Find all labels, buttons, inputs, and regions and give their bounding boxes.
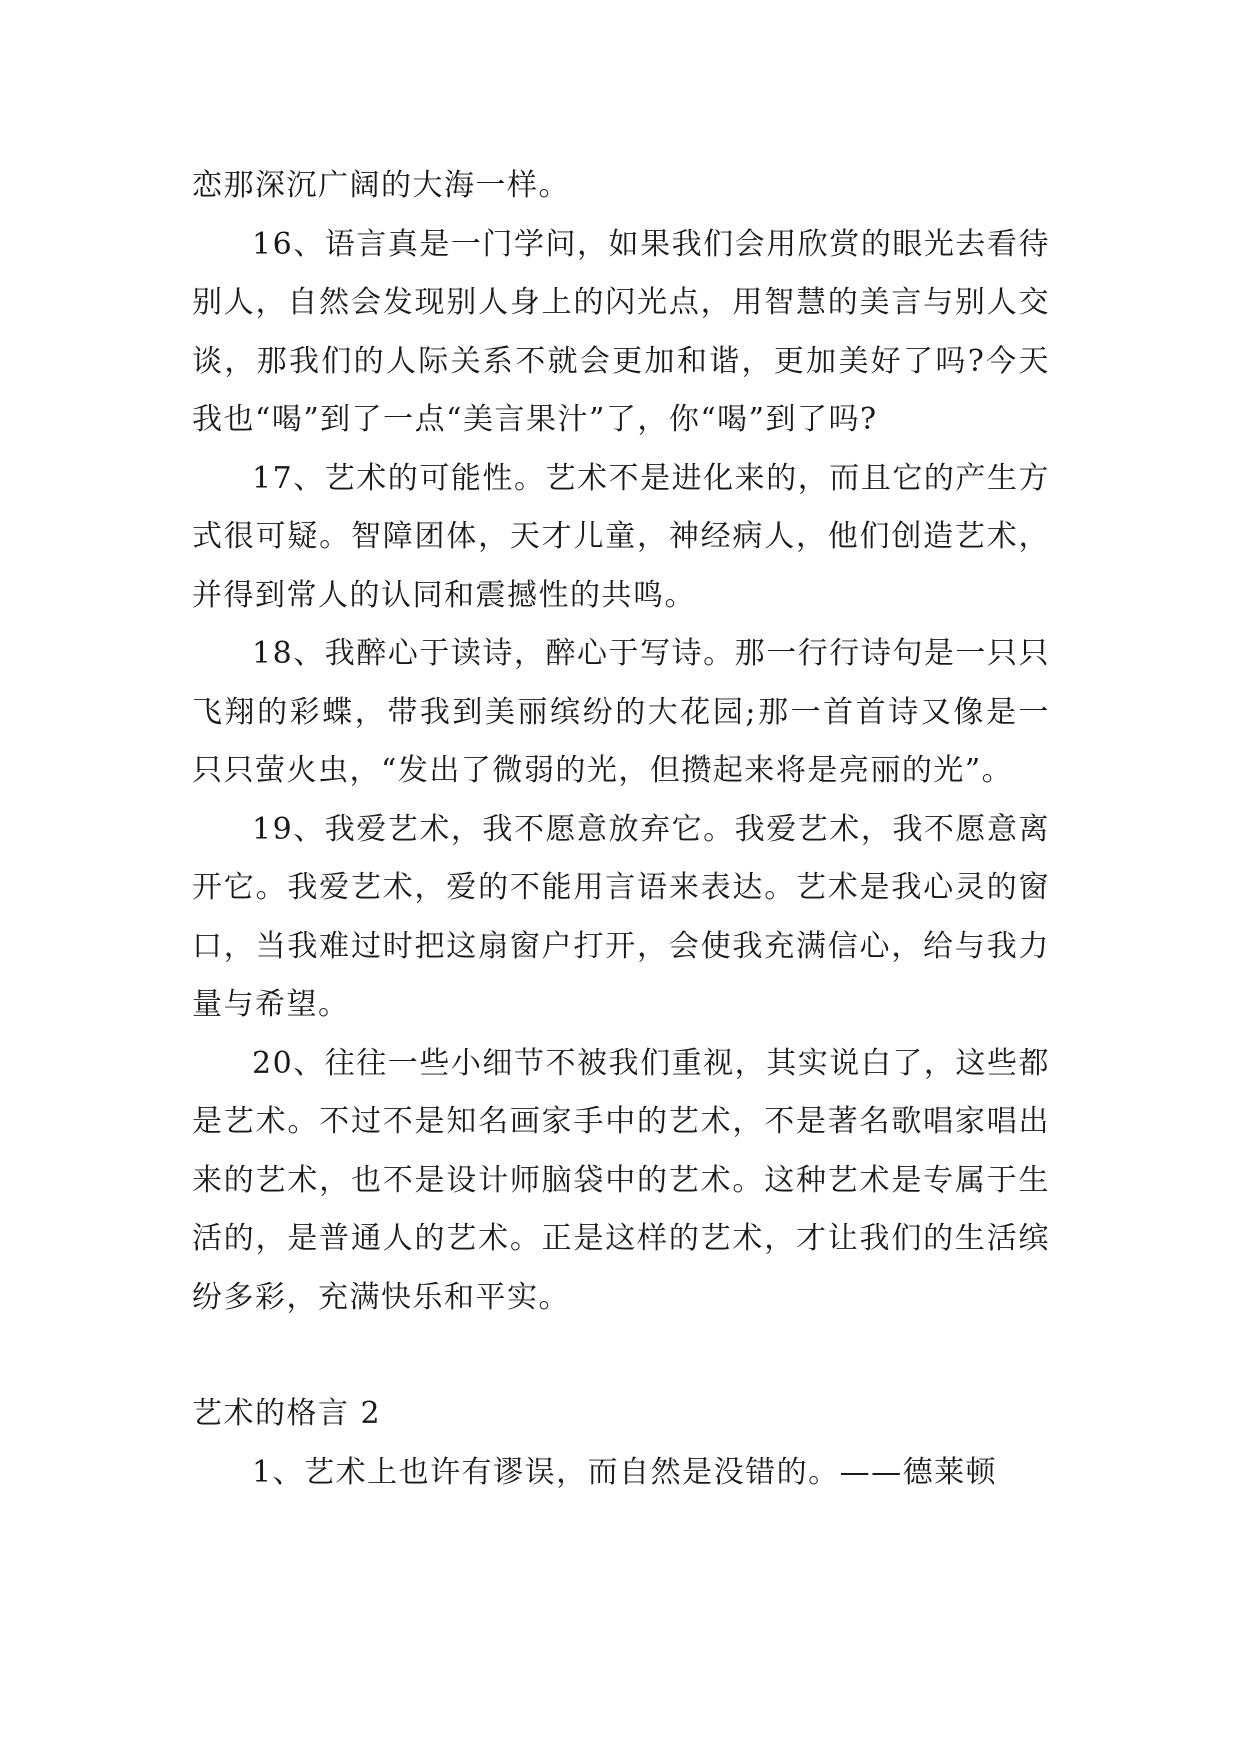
paragraph-19: 19、我爱艺术，我不愿意放弃它。我爱艺术，我不愿意离开它。我爱艺术，爱的不能用言语来表达。艺术是我心灵的窗口，当我难过时把这扇窗户打开，会使我充满信心，给与我力量与希望。 bbox=[192, 811, 1050, 1022]
paragraph-18: 18、我醉心于读诗，醉心于写诗。那一行行诗句是一只只飞翔的彩蝶，带我到美丽缤纷的大花园;那一首首诗又像是一只只萤火虫，“发出了微弱的光，但攒起来将是亮丽的光”。 bbox=[192, 636, 1050, 788]
paragraph-continuation: 恋那深沉广阔的大海一样。 bbox=[192, 168, 570, 203]
document-body bbox=[192, 157, 1050, 1502]
section-paragraph-1: 1、艺术上也许有谬误，而自然是没错的。——德莱顿 bbox=[252, 1454, 998, 1490]
section-heading: 艺术的格言 2 bbox=[192, 1396, 382, 1431]
paragraph-17: 17、艺术的可能性。艺术不是进化来的，而且它的产生方式很可疑。智障团体，天才儿童，神经病人，他们创造艺术，并得到常人的认同和震撼性的共鸣。 bbox=[192, 460, 1050, 613]
paragraph-16: 16、语言真是一门学问，如果我们会用欣赏的眼光去看待别人，自然会发现别人身上的闪光点，用智慧的美言与别人交谈，那我们的人际关系不就会更加和谐，更加美好了吗?今天我也“喝”到了一点“美言果汁”了，你“喝”到了吗? bbox=[192, 226, 1050, 437]
paragraph-20: 20、往往一些小细节不被我们重视，其实说白了，这些都是艺术。不过不是知名画家手中的艺术，不是著名歌唱家唱出来的艺术，也不是设计师脑袋中的艺术。这种艺术是专属于生活的，是普通人的艺术。正是这样的艺术，才让我们的生活缤纷多彩，充满快乐和平实。 bbox=[192, 1045, 1050, 1315]
